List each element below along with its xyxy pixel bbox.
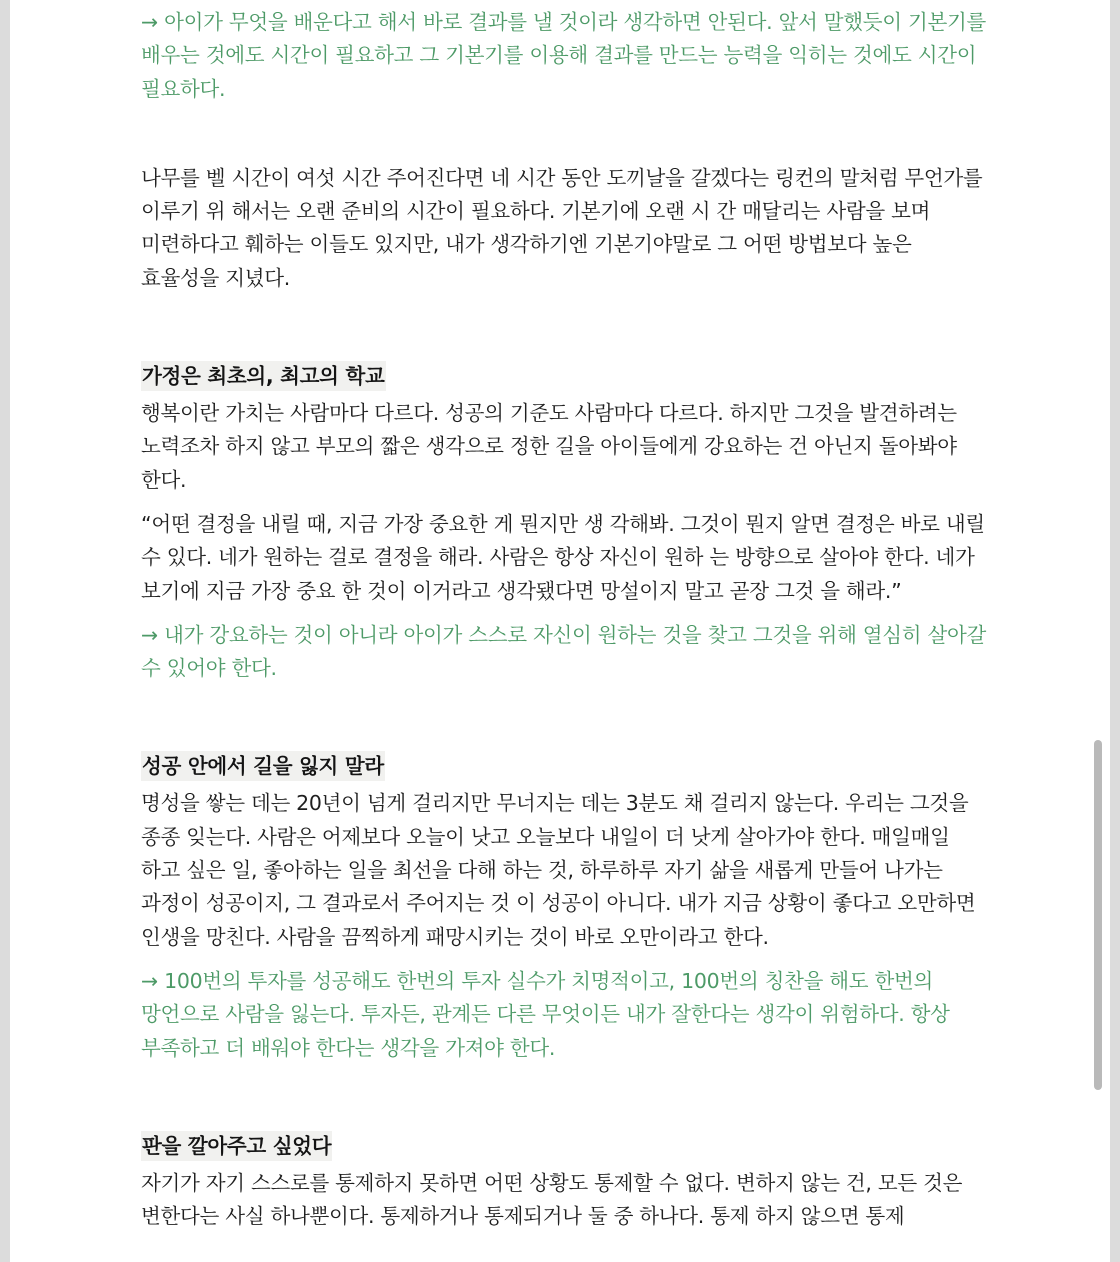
- note-child-choice: → 내가 강요하는 것이 아니라 아이가 스스로 자신이 원하는 것을 찾고 그것을 위해 열심히 살아갈 수 있어야 한다.: [141, 622, 987, 681]
- heading-family-school: 가정은 최초의, 최고의 학교: [141, 361, 386, 391]
- document-content: [141, 6, 991, 1233]
- paragraph-lincoln: 나무를 벨 시간이 여섯 시간 주어진다면 네 시간 동안 도끼날을 갈겠다는 링컨의 말처럼 무언가를 이루기 위 해서는 오랜 준비의 시간이 필요하다. 기본기에 오랜 시 간 매달리는 사람을 보며 미련하다고 훼하는 이들도 있지만, 내가 생각하기엔 기본기야말로 그 어떤 방법보다 높은 효율성을 지녔다.: [141, 165, 983, 290]
- paragraph-quote-decision: “어떤 결정을 내릴 때, 지금 가장 중요한 게 뭔지만 생 각해봐. 그것이 뭔지 알면 결정은 바로 내릴 수 있다. 네가 원하는 걸로 결정을 해라. 사람은 항상 자신이 원하 는 방향으로 살아야 한다. 네가 보기에 지금 가장 중요 한 것이 이거라고 생각됐다면 망설이지 말고 곧장 그것 을 해라.”: [141, 511, 985, 603]
- note-investment: → 100번의 투자를 성공해도 한번의 투자 실수가 치명적이고, 100번의 칭찬을 해도 한번의 망언으로 사람을 잃는다. 투자든, 관계든 다른 무엇이든 내가 잘한다는 생각이 위험하다. 항상 부족하고 더 배워야 한다는 생각을 가져야 한다.: [141, 968, 950, 1060]
- document-page: [10, 0, 1110, 1262]
- heading-set-stage: 판을 깔아주고 싶었다: [141, 1131, 332, 1161]
- paragraph-self-control: 자기가 자기 스스로를 통제하지 못하면 어떤 상황도 통제할 수 없다. 변하지 않는 건, 모든 것은 변한다는 사실 하나뿐이다. 통제하거나 통제되거나 둘 중 하나다. 통제 하지 않으면 통제: [141, 1170, 963, 1229]
- scrollbar-thumb[interactable]: [1094, 740, 1102, 1090]
- scrollbar-track[interactable]: [1090, 0, 1110, 1262]
- paragraph-happiness: 행복이란 가치는 사람마다 다르다. 성공의 기준도 사람마다 다르다. 하지만 그것을 발견하려는 노력조차 하지 않고 부모의 짧은 생각으로 정한 길을 아이들에게 강요하는 건 아닌지 돌아봐야 한다.: [141, 401, 957, 492]
- paragraph-reputation: 명성을 쌓는 데는 20년이 넘게 걸리지만 무너지는 데는 3분도 채 걸리지 않는다. 우리는 그것을 종종 잊는다. 사람은 어제보다 오늘이 낫고 오늘보다 내일이 더 낫게 살아가야 한다. 매일매일 하고 싶은 일, 좋아하는 일을 최선을 다해 하는 것, 하루하루 자기 삶을 새롭게 만들어 나가는 과정이 성공이지, 그 결과로서 주어지는 것 이 성공이 아니다. 내가 지금 상황이 좋다고 오만하면 인생을 망친다. 사람을 끔찍하게 패망시키는 것이 바로 오만이라고 한다.: [141, 791, 976, 949]
- heading-success-lost: 성공 안에서 길을 잃지 말라: [141, 751, 385, 781]
- note-basics-time: → 아이가 무엇을 배운다고 해서 바로 결과를 낼 것이라 생각하면 안된다. 앞서 말했듯이 기본기를 배우는 것에도 시간이 필요하고 그 기본기를 이용해 결과를 만드는 능력을 익히는 것에도 시간이 필요하다.: [141, 10, 987, 101]
